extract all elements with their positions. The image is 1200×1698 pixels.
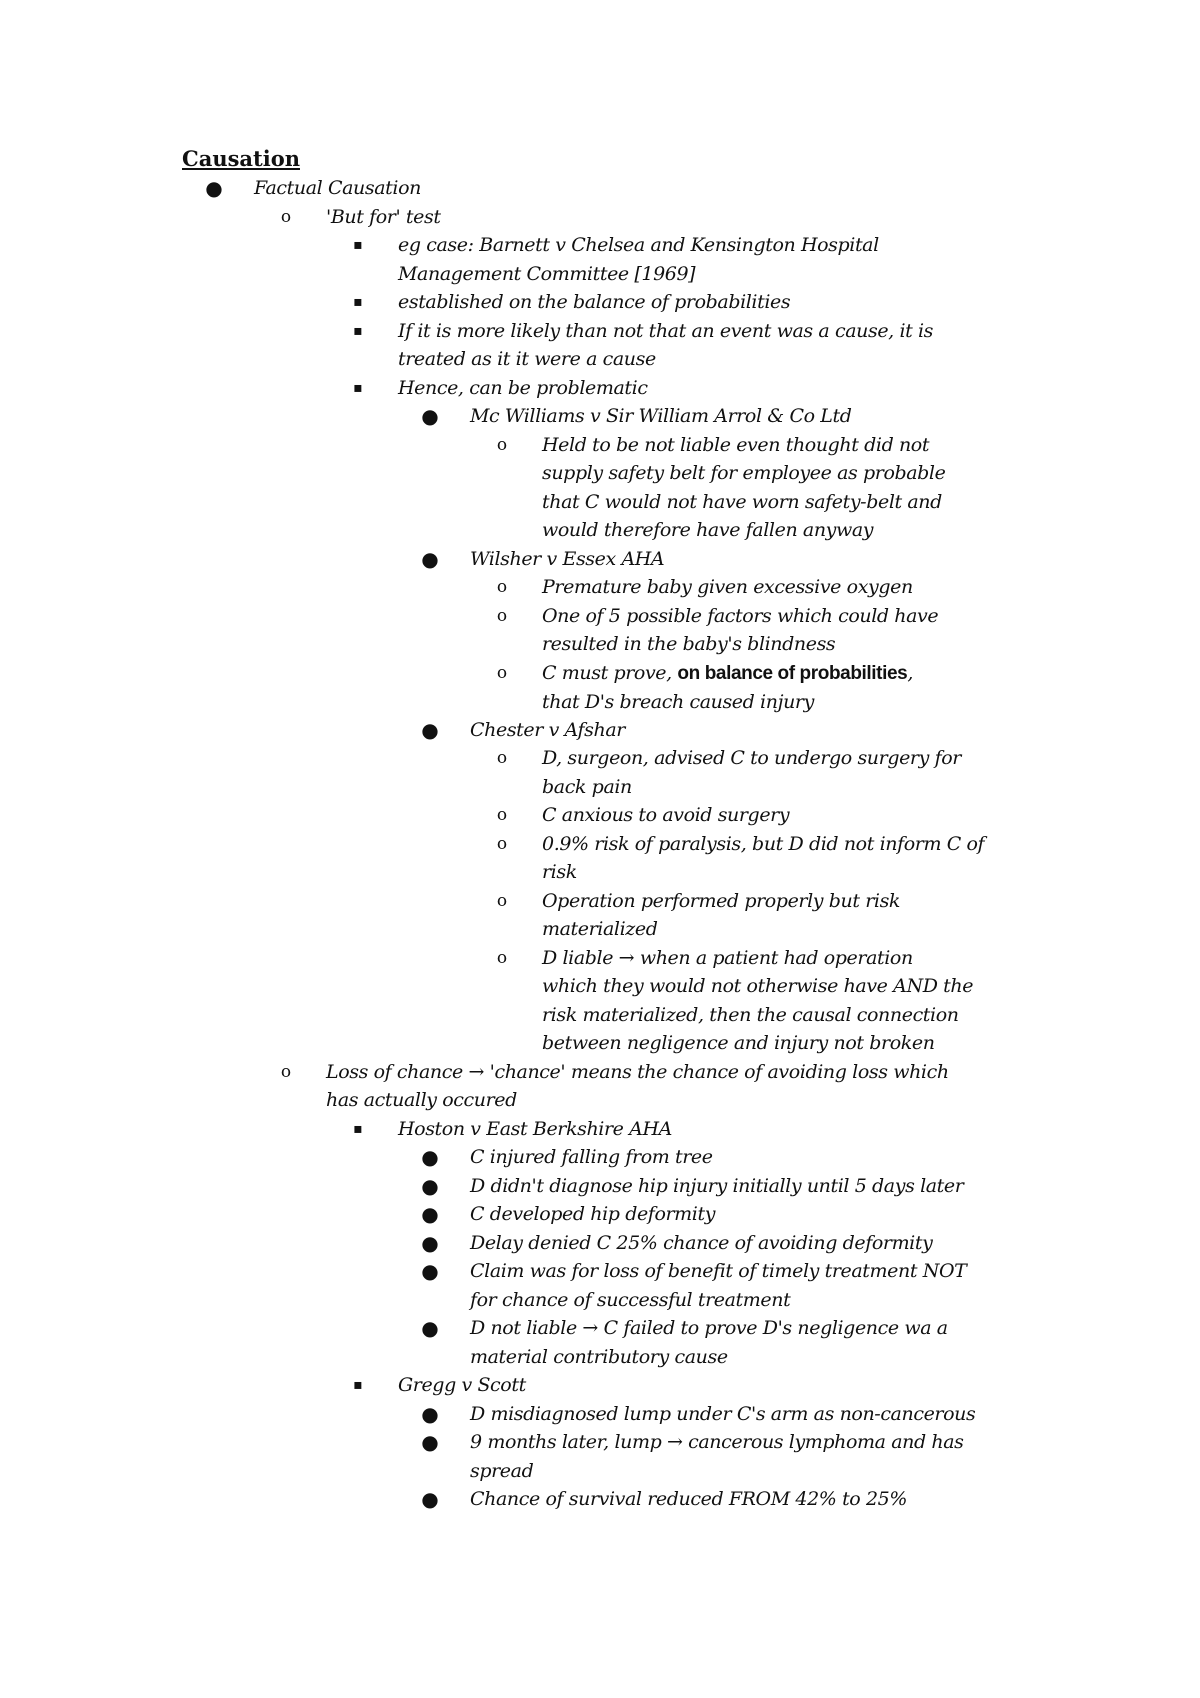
list-item-text: D liable → when a patient had operation which they would not otherwise have AND the risk materialized, then the causal connection between negligence and injury not broken (542, 946, 974, 1054)
disc-bullet-icon: ● (421, 1230, 439, 1255)
list-item-text: D not liable → C failed to prove D's negligence wa a material contributory cause (470, 1317, 948, 1368)
disc-bullet-icon: ● (421, 1259, 439, 1283)
circle-bullet-icon: o (496, 890, 508, 911)
list-item-text: established on the balance of probabilities (398, 291, 791, 313)
disc-bullet-icon: ● (421, 1202, 439, 1226)
circle-bullet-icon: o (496, 833, 508, 854)
list-item-text: Factual Causation (254, 177, 421, 199)
list-item-text: 'But for' test (326, 205, 441, 228)
disc-bullet-icon: ● (421, 546, 439, 571)
square-bullet-icon: ▪ (353, 322, 363, 339)
list-item-text: Loss of chance → 'chance' means the chance of avoiding loss which has actually occured (326, 1060, 949, 1111)
list-item-text: C anxious to avoid surgery (542, 804, 790, 826)
list-item-text-part: , that D's breach caused injury (542, 661, 913, 713)
list-item-text: Premature baby given excessive oxygen (542, 576, 913, 598)
list-item-text: Hoston v East Berkshire AHA (398, 1117, 672, 1140)
disc-bullet-icon: ● (421, 1401, 439, 1426)
circle-bullet-icon: o (496, 947, 508, 968)
list-item-text: C injured falling from tree (470, 1146, 713, 1168)
list-item-text: Claim was for loss of benefit of timely treatment NOT for chance of successful treatment (470, 1260, 967, 1311)
disc-bullet-icon: ● (421, 1430, 439, 1454)
list-item-text: Wilsher v Essex AHA (470, 547, 665, 570)
list-item-text: Chance of survival reduced FROM 42% to 25% (470, 1488, 908, 1510)
circle-bullet-icon: o (496, 605, 508, 626)
circle-bullet-icon: o (280, 206, 292, 227)
circle-bullet-icon: o (496, 577, 508, 597)
circle-bullet-icon: o (496, 434, 508, 455)
square-bullet-icon: ▪ (353, 1377, 363, 1393)
square-bullet-icon: ▪ (353, 379, 363, 396)
list-item-text: eg case: Barnett v Chelsea and Kensington Hospital Management Committee [1969] (398, 234, 879, 285)
disc-bullet-icon: ● (205, 176, 223, 200)
square-bullet-icon: ▪ (353, 237, 363, 253)
disc-bullet-icon: ● (421, 1316, 439, 1340)
list-item-text: If it is more likely than not that an event was a cause, it is treated as it it were a cause (398, 319, 934, 370)
circle-bullet-icon: o (496, 662, 508, 683)
list-item-text: 9 months later, lump → cancerous lymphoma and has spread (470, 1431, 964, 1482)
list-item-text: One of 5 possible factors which could have resulted in the baby's blindness (542, 604, 939, 655)
disc-bullet-icon: ● (421, 1173, 439, 1198)
list-item-text: D didn't diagnose hip injury initially until 5 days later (470, 1174, 964, 1197)
circle-bullet-icon: o (496, 805, 508, 825)
list-item-text: C developed hip deformity (470, 1203, 716, 1225)
list-item-text: Operation performed properly but risk materialized (542, 889, 901, 940)
disc-bullet-icon: ● (421, 1487, 439, 1511)
square-bullet-icon: ▪ (353, 1120, 363, 1137)
circle-bullet-icon: o (280, 1061, 292, 1082)
disc-bullet-icon: ● (421, 404, 439, 428)
list-item-text: Delay denied C 25% chance of avoiding deformity (470, 1231, 933, 1254)
list-item-text-part: C must prove, (542, 661, 678, 684)
square-bullet-icon: ▪ (353, 294, 363, 310)
list-item-text: D misdiagnosed lump under C's arm as non-cancerous (470, 1402, 976, 1425)
list-item-text: Held to be not liable even thought did not supply safety belt for employee as probable that C would not have worn safety-belt and would therefore have fallen anyway (542, 433, 946, 541)
disc-bullet-icon: ● (421, 717, 439, 742)
list-item-text: Gregg v Scott (398, 1374, 526, 1396)
circle-bullet-icon: o (496, 748, 508, 768)
list-item-text: 0.9% risk of paralysis, but D did not inform C of risk (542, 832, 985, 883)
list-item-text: Hence, can be problematic (398, 376, 648, 399)
page-title: Causation (182, 146, 300, 171)
list-item-text: Mc Williams v Sir William Arrol & Co Ltd (470, 405, 852, 427)
list-item-text (542, 659, 1040, 717)
emphasis-text: on balance of probabilities (677, 662, 908, 684)
list-item-text: Chester v Afshar (470, 718, 625, 741)
list-item-text: D, surgeon, advised C to undergo surgery for back pain (542, 747, 961, 798)
disc-bullet-icon: ● (421, 1145, 439, 1169)
